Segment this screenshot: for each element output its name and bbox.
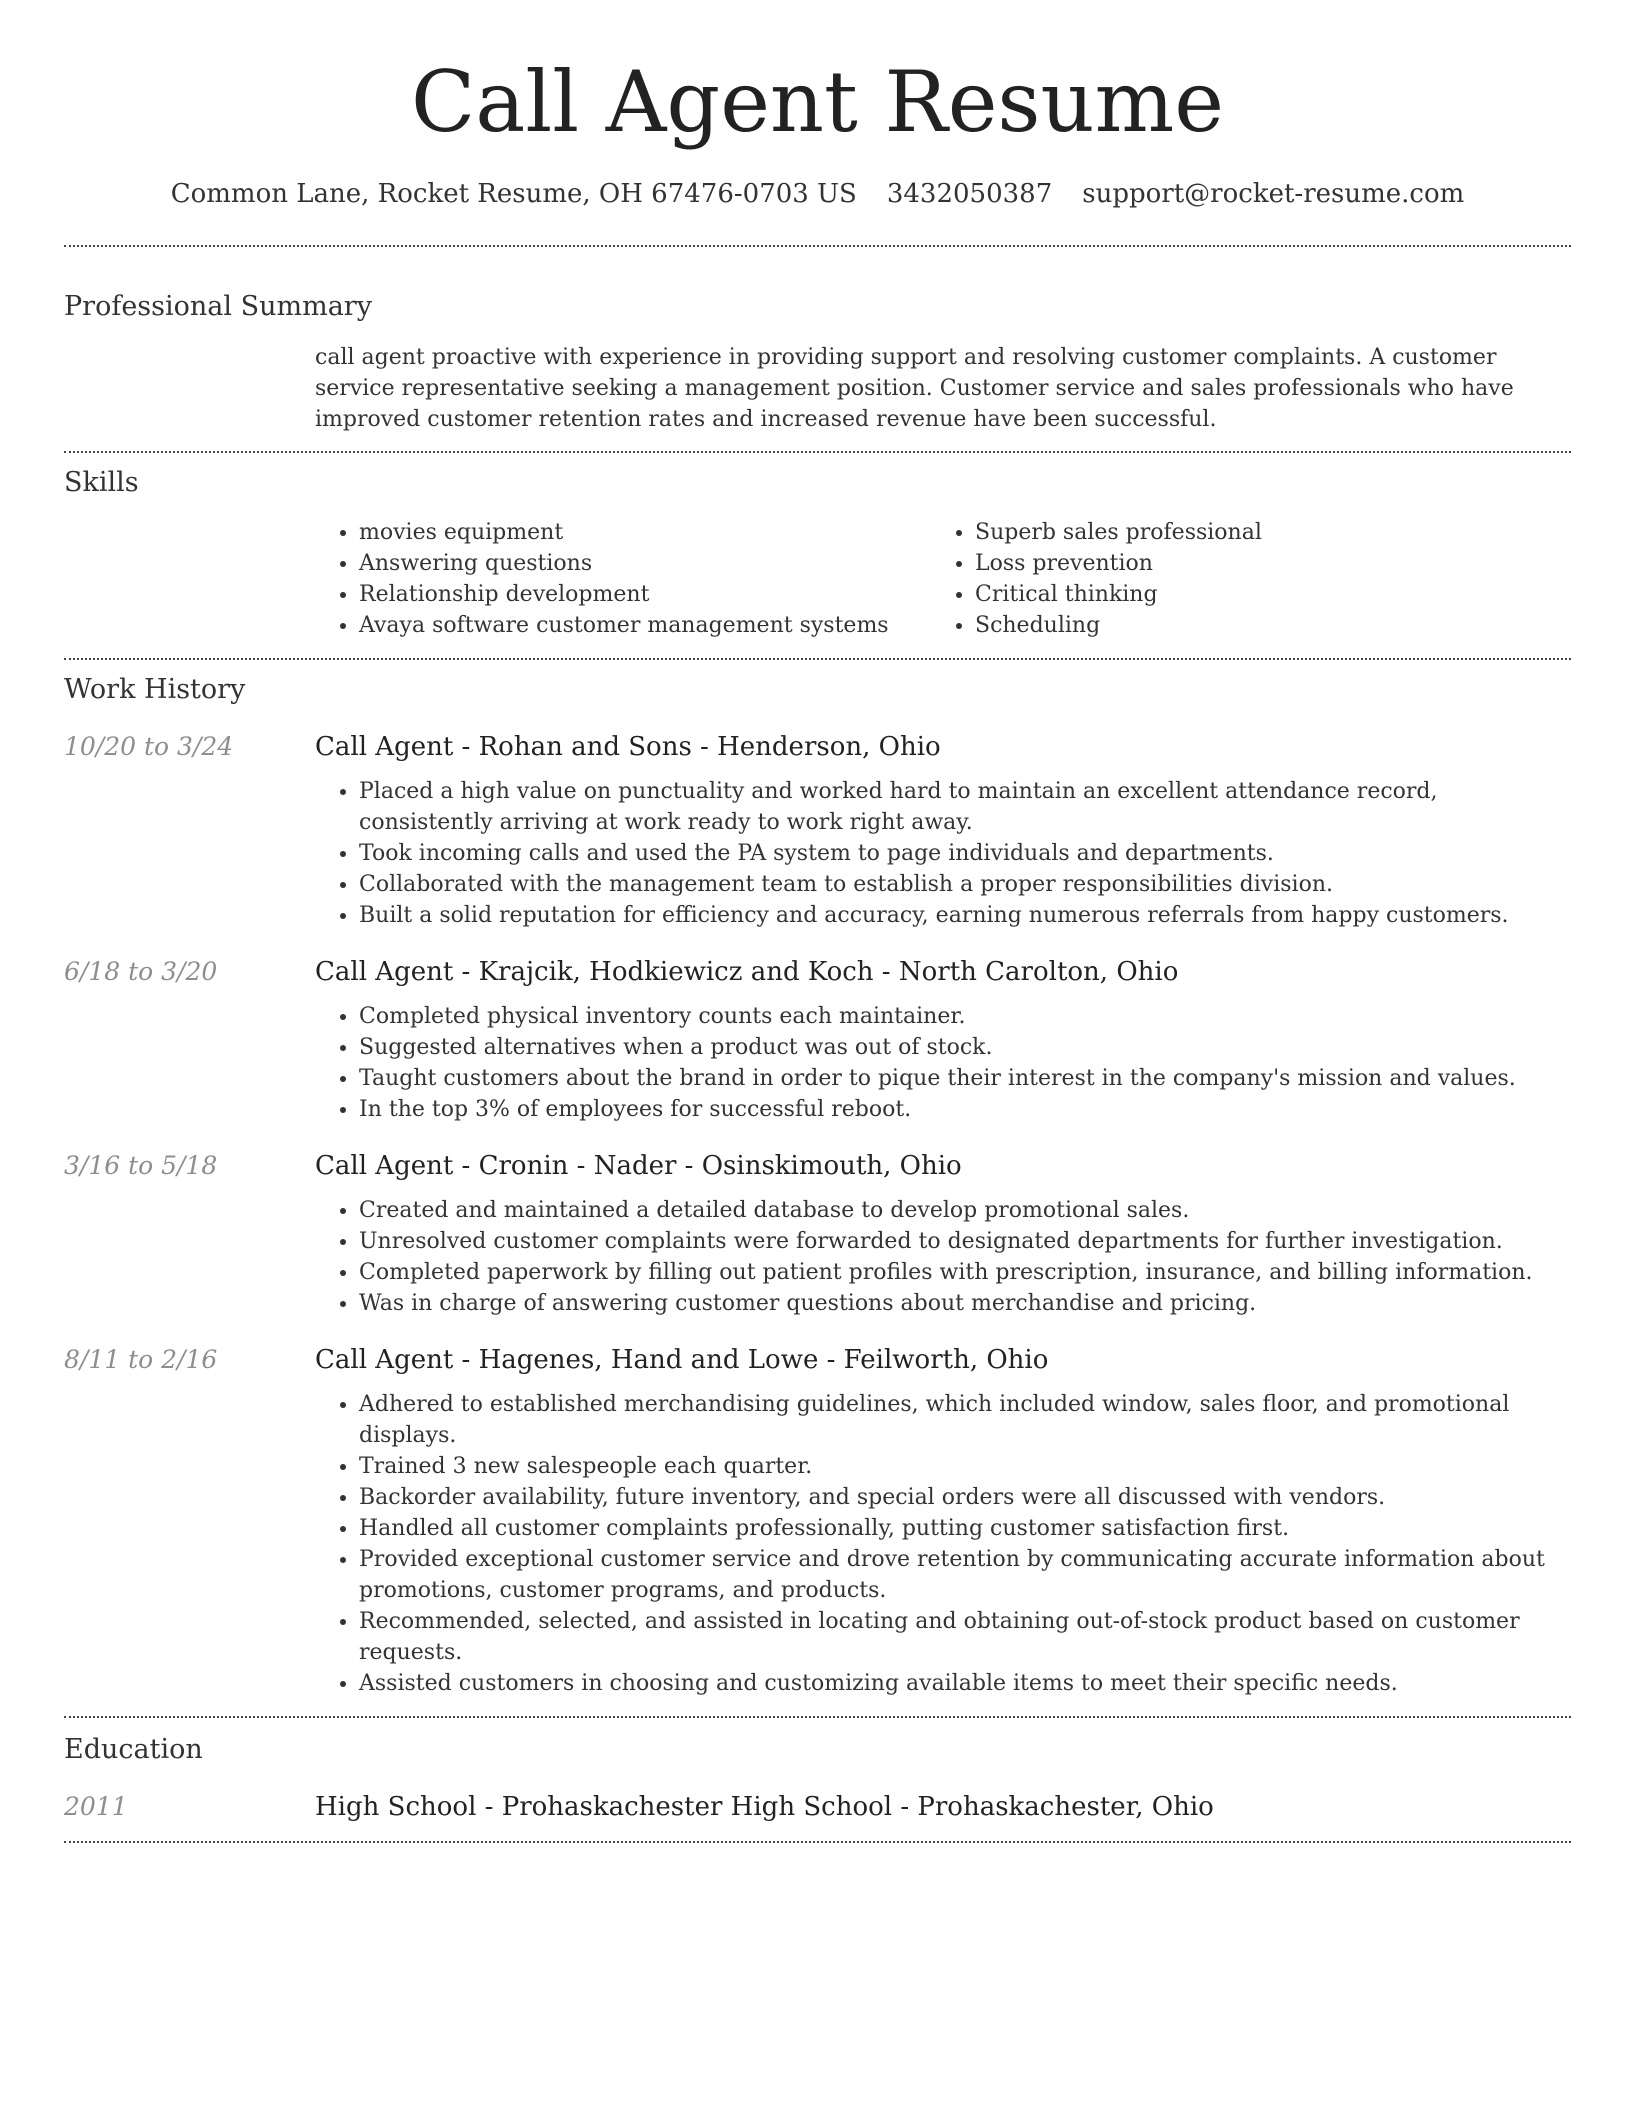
job-bullets xyxy=(315,1001,1571,1125)
job-bullets xyxy=(315,1389,1571,1699)
job-bullet: • Suggested alternatives when a product was out of stock. xyxy=(359,1032,1571,1063)
job-heading: Call Agent - Krajcik, Hodkiewicz and Koch - North Carolton, Ohio xyxy=(315,957,1179,987)
job-bullets xyxy=(315,1195,1571,1319)
skill-item: • movies equipment xyxy=(359,517,931,548)
divider xyxy=(64,451,1571,453)
divider xyxy=(64,658,1571,660)
job-header xyxy=(64,953,1571,991)
resume-title: Call Agent Resume xyxy=(410,53,1224,151)
skill-item: • Scheduling xyxy=(975,610,1262,641)
job-header xyxy=(64,1147,1571,1185)
summary-heading: Professional Summary xyxy=(64,291,372,322)
skills-column-right xyxy=(931,517,1262,641)
skill-item: • Answering questions xyxy=(359,548,931,579)
contact-address: Common Lane, Rocket Resume, OH 67476-0703 US xyxy=(170,179,857,209)
divider xyxy=(64,1716,1571,1718)
skill-item: • Relationship development xyxy=(359,579,931,610)
job-bullet: • Completed physical inventory counts each maintainer. xyxy=(359,1001,1571,1032)
resume-page xyxy=(64,0,1571,1843)
contact-phone: 3432050387 xyxy=(886,179,1053,209)
job-bullet: • In the top 3% of employees for successful reboot. xyxy=(359,1094,1571,1125)
job-dates: 3/16 to 5/18 xyxy=(64,1151,218,1180)
job-bullet: • Placed a high value on punctuality and worked hard to maintain an excellent attendance record, consistently arriving at work ready to work right away. xyxy=(359,776,1571,838)
work-history-heading: Work History xyxy=(64,674,246,705)
skills-list xyxy=(315,517,1571,641)
job-bullet: • Recommended, selected, and assisted in locating and obtaining out-of-stock product based on customer requests. xyxy=(359,1606,1571,1668)
education-entry xyxy=(64,1788,1571,1826)
job-bullet: • Handled all customer complaints professionally, putting customer satisfaction first. xyxy=(359,1513,1571,1544)
education-heading-line: High School - Prohaskachester High School - Prohaskachester, Ohio xyxy=(315,1792,1214,1822)
job-bullet: • Adhered to established merchandising guidelines, which included window, sales floor, and promotional displays. xyxy=(359,1389,1571,1451)
work-history-section xyxy=(64,670,1571,1699)
skill-item: • Loss prevention xyxy=(975,548,1262,579)
job-bullet: • Trained 3 new salespeople each quarter. xyxy=(359,1451,1571,1482)
job-bullet: • Completed paperwork by filling out patient profiles with prescription, insurance, and billing information. xyxy=(359,1257,1571,1288)
skill-item: • Superb sales professional xyxy=(975,517,1262,548)
job-bullet: • Unresolved customer complaints were forwarded to designated departments for further investigation. xyxy=(359,1226,1571,1257)
job-bullet: • Backorder availability, future inventory, and special orders were all discussed with vendors. xyxy=(359,1482,1571,1513)
contact-email: support@rocket-resume.com xyxy=(1082,179,1465,209)
education-section xyxy=(64,1730,1571,1826)
skills-section xyxy=(64,463,1571,641)
job-dates: 6/18 to 3/20 xyxy=(64,957,218,986)
skill-item: • Avaya software customer management systems xyxy=(359,610,931,641)
education-year: 2011 xyxy=(64,1792,128,1821)
divider xyxy=(64,1841,1571,1843)
divider xyxy=(64,245,1571,247)
job-bullet: • Created and maintained a detailed database to develop promotional sales. xyxy=(359,1195,1571,1226)
job-entry xyxy=(64,728,1571,931)
job-entry xyxy=(64,1341,1571,1699)
job-bullet: • Provided exceptional customer service and drove retention by communicating accurate information about promotions, customer programs, and products. xyxy=(359,1544,1571,1606)
skill-item: • Critical thinking xyxy=(975,579,1262,610)
job-bullet: • Taught customers about the brand in order to pique their interest in the company's mission and values. xyxy=(359,1063,1571,1094)
summary-text: call agent proactive with experience in providing support and resolving customer complaints. A customer service representative seeking a management position. Customer service and sales professionals who have improved customer retention rates and increased revenue have been successful. xyxy=(315,345,1514,432)
job-heading: Call Agent - Rohan and Sons - Henderson, Ohio xyxy=(315,732,941,762)
job-bullet: • Collaborated with the management team to establish a proper responsibilities division. xyxy=(359,869,1571,900)
job-heading: Call Agent - Cronin - Nader - Osinskimouth, Ohio xyxy=(315,1151,962,1181)
job-header xyxy=(64,1341,1571,1379)
job-entry xyxy=(64,953,1571,1125)
job-dates: 8/11 to 2/16 xyxy=(64,1345,218,1374)
job-header xyxy=(64,728,1571,766)
job-bullet: • Built a solid reputation for efficiency and accuracy, earning numerous referrals from happy customers. xyxy=(359,900,1571,931)
job-bullet: • Assisted customers in choosing and customizing available items to meet their specific needs. xyxy=(359,1668,1571,1699)
skills-column-left xyxy=(315,517,931,641)
job-bullet: • Took incoming calls and used the PA system to page individuals and departments. xyxy=(359,838,1571,869)
skills-heading: Skills xyxy=(64,467,139,498)
job-entry xyxy=(64,1147,1571,1319)
education-heading: Education xyxy=(64,1734,203,1765)
job-bullets xyxy=(315,776,1571,931)
job-dates: 10/20 to 3/24 xyxy=(64,732,234,761)
contact-line xyxy=(64,174,1571,214)
job-heading: Call Agent - Hagenes, Hand and Lowe - Feilworth, Ohio xyxy=(315,1345,1049,1375)
summary-section xyxy=(64,287,1571,435)
job-bullet: • Was in charge of answering customer questions about merchandise and pricing. xyxy=(359,1288,1571,1319)
